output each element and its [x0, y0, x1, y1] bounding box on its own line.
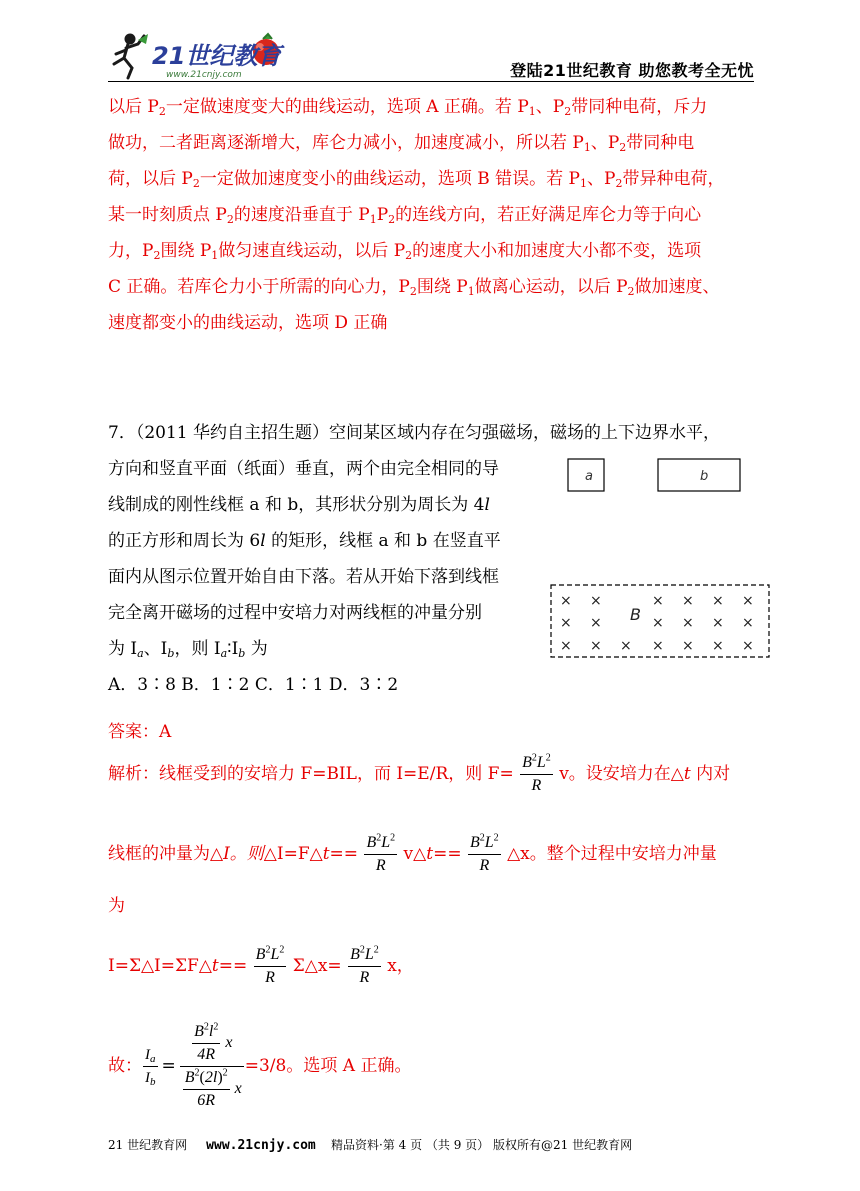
fraction-b2l2-over-r: $\frac{B^2L^2}{R}$: [366, 832, 396, 874]
field-cross: ×: [682, 615, 694, 631]
field-cross: ×: [652, 593, 664, 609]
fraction-b2l2-over-r: $\frac{B^2L^2}{R}$: [350, 944, 379, 986]
page-footer: [108, 1136, 758, 1153]
analysis-line: 为: [108, 896, 125, 916]
field-cross: ×: [652, 615, 664, 631]
answer-text-line: 某一时刻质点 $P_2$的速度沿垂直于 $P_1P_2$的连线方向，若正好满足库仑力等于向心: [108, 205, 702, 226]
field-cross: ×: [742, 593, 754, 609]
field-cross: ×: [712, 615, 724, 631]
analysis-line: 线框的冲量为△I。则△I=F△t== $\frac{B^2L^2}{R}$ v△t== $\frac{B^2L^2}{R}$ △x。整个过程中安培力冲量: [108, 832, 760, 888]
answer-label: 答案：A: [108, 722, 172, 742]
answer-text-line: 以后 $P_2$一定做速度变大的曲线运动，选项 A 正确。若 $P_1$、$P_2$带同种电荷，斥力: [108, 97, 708, 118]
field-cross: ×: [682, 593, 694, 609]
question-line: 面内从图示位置开始自由下落。若从开始下落到线框: [108, 567, 499, 587]
frame-b: [658, 459, 740, 491]
answer: [108, 714, 760, 750]
field-cross: ×: [742, 638, 754, 654]
answer-text-line: 做功，二者距离逐渐增大，库仑力减小，加速度减小，所以若 $P_1$、$P_2$带同种电: [108, 133, 695, 154]
field-cross: ×: [560, 615, 572, 631]
logo-text: 21世纪教育: [152, 42, 282, 70]
field-cross: ×: [712, 638, 724, 654]
footer-url: www.21cnjy.com: [206, 1138, 316, 1153]
analysis-line: 解析：线框受到的安培力 F=BIL，而 I=E/R，则 F= $\frac{B^2L^2}{R}$ v。设安培力在△t 内对: [108, 752, 760, 808]
analysis-line: I=Σ△I=ΣF△t== $\frac{B^2L^2}{R}$ Σ△x= $\frac{B^2L^2}{R}$ x，: [108, 944, 760, 1000]
question-line: 7．（2011 华约自主招生题）空间某区域内存在匀强磁场，磁场的上下边界水平，: [108, 423, 720, 443]
field-cross: ×: [712, 593, 724, 609]
answer-options: A．3∶8 B．1∶2 C．1∶1 D．3∶2: [108, 675, 399, 695]
answer-text-line: C 正确。若库仑力小于所需的向心力，$P_2$围绕 $P_1$做离心运动，以后 $P_2$做加速度、: [108, 277, 720, 298]
field-label: B: [630, 605, 641, 624]
field-cross: ×: [682, 638, 694, 654]
page-header: [108, 30, 754, 84]
answer-text-line: 速度都变小的曲线运动，选项 D 正确: [108, 313, 388, 333]
field-cross: ×: [590, 638, 602, 654]
previous-answer-continuation: [108, 89, 760, 341]
fraction-b2l2-over-r: $\frac{B^2L^2}{R}$: [255, 944, 285, 986]
question-line: 为 $I_a$、$I_b$，则 $I_a∶I_b$ 为: [108, 639, 268, 660]
footer-page-info: 精品资料·第 4 页 （共 9 页） 版权所有@21 世纪教育网: [331, 1138, 633, 1152]
answer-text-line: 荷，以后 $P_2$一定做加速度变小的曲线运动，选项 B 错误。若 $P_1$、$P_2$带异种电荷，: [108, 169, 725, 190]
question-number: 7．: [108, 423, 136, 443]
magnetic-field-figure: [548, 455, 770, 660]
fraction-b2l2-over-r: $\frac{B^2L^2}{R}$: [469, 832, 499, 874]
question-line: 方向和竖直平面（纸面）垂直，两个由完全相同的导: [108, 459, 499, 479]
field-cross: ×: [590, 593, 602, 609]
ratio-fraction: $\frac{B^2l^2}{4R}$ x $\frac{B^2(2l)^2}{6R}$ x: [180, 1021, 244, 1112]
footer-site-name: 21 世纪教育网: [108, 1138, 188, 1152]
analysis: [108, 752, 760, 1114]
fraction-ia-over-ib: $\frac{I_a}{I_b}$: [143, 1044, 158, 1089]
analysis-line: 故： $\frac{I_a}{I_b}$ = $\frac{B^2l^2}{4R}$ x $\frac{B^2(2l)^2}{6R}$ x =3/8。选项 A 正确。: [108, 1018, 760, 1114]
header-slogan: 登陆21世纪教育 助您教考全无忧: [510, 61, 754, 80]
field-cross: ×: [560, 638, 572, 654]
question-line: 线制成的刚性线框 a 和 b，其形状分别为周长为 4l: [108, 495, 490, 515]
field-cross: ×: [560, 593, 572, 609]
question-line: 完全离开磁场的过程中安培力对两线框的冲量分别: [108, 603, 482, 623]
logo-url: www.21cnjy.com: [166, 70, 242, 80]
header-divider: [108, 81, 754, 82]
fraction-b2l2-over-r: $\frac{B^2L^2}{R}$: [522, 752, 551, 794]
frame-a-label: a: [585, 469, 593, 484]
logo-21cnjy-icon: [108, 30, 298, 82]
field-cross: ×: [590, 615, 602, 631]
field-cross: ×: [652, 638, 664, 654]
question-line: 的正方形和周长为 6l 的矩形，线框 a 和 b 在竖直平: [108, 531, 501, 551]
field-cross: ×: [742, 615, 754, 631]
frame-b-label: b: [700, 469, 709, 484]
answer-text-line: 力，$P_2$围绕 $P_1$做匀速直线运动，以后 $P_2$的速度大小和加速度大小都不变，选项: [108, 241, 702, 262]
field-cross: ×: [620, 638, 632, 654]
